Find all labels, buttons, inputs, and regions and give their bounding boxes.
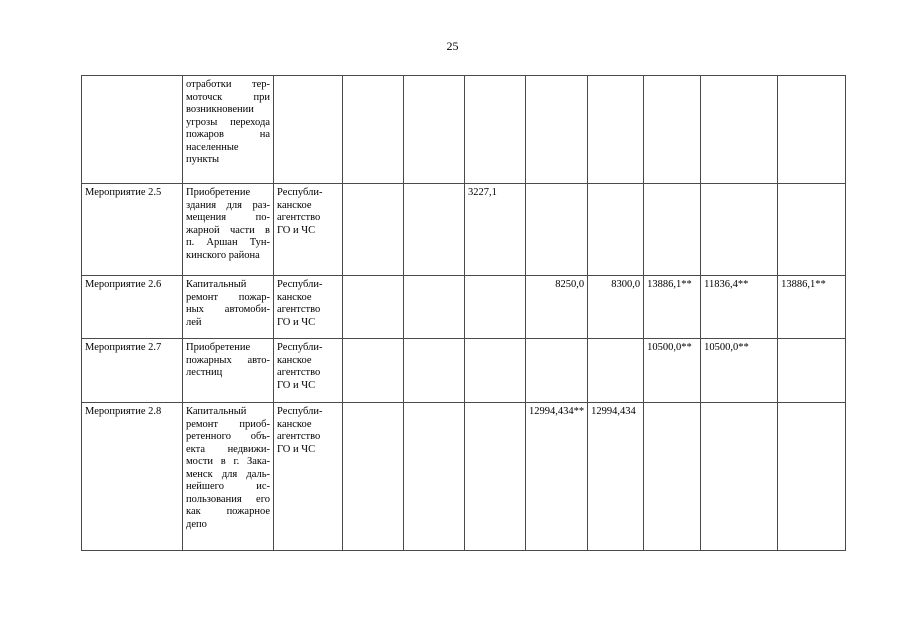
- executor-line: агентство: [277, 304, 321, 315]
- value-cell: [343, 339, 404, 403]
- executor-line: канское: [277, 291, 312, 303]
- description-line: Капитальный: [186, 279, 247, 290]
- value-cell: [778, 76, 846, 184]
- description-line: лестниц: [186, 367, 223, 378]
- description-line: екта недвижи-: [186, 443, 270, 455]
- value-cell: [588, 76, 644, 184]
- value-cell: [778, 403, 846, 551]
- description-line: отработки тер-: [186, 79, 270, 90]
- description-line: ретенного объ-: [186, 431, 270, 442]
- description-line: моточск при: [186, 91, 270, 103]
- executor-line: агентство: [277, 431, 321, 442]
- value-cell: 12994,434**: [526, 403, 588, 551]
- funding-table: [81, 75, 846, 551]
- executor-line: ГО и ЧС: [277, 443, 316, 455]
- value-cell: [526, 339, 588, 403]
- description-line: п. Аршан Тун-: [186, 237, 270, 248]
- executor-line: Республи-: [277, 187, 323, 198]
- description-line: пожарных авто-: [186, 354, 270, 366]
- executor-line: ГО и ЧС: [277, 379, 316, 391]
- description-line: ремонт приоб-: [186, 418, 270, 430]
- value-cell: [778, 339, 846, 403]
- value-cell: [778, 184, 846, 276]
- description-line: мости в г. Зака-: [186, 456, 270, 467]
- value-cell: [588, 184, 644, 276]
- value-cell: [644, 76, 701, 184]
- description-line: менск для даль-: [186, 468, 270, 480]
- value-cell: [343, 276, 404, 339]
- table-row: [82, 403, 846, 551]
- description-line: как пожарное: [186, 506, 270, 517]
- measure-cell: Мероприятие 2.7: [82, 339, 183, 403]
- description-line: угрозы перехода: [186, 116, 270, 128]
- value-cell: [404, 76, 465, 184]
- description-line: кинского района: [186, 249, 260, 261]
- description-line: возникновении: [186, 104, 254, 115]
- measure-cell: Мероприятие 2.6: [82, 276, 183, 339]
- value-cell: 11836,4**: [701, 276, 778, 339]
- description-line: ных автомоби-: [186, 304, 270, 315]
- value-cell: [644, 184, 701, 276]
- value-cell: [465, 339, 526, 403]
- description-line: жарной части в: [186, 224, 270, 236]
- description-cell: [183, 339, 274, 403]
- value-cell: 12994,434: [588, 403, 644, 551]
- description-line: ремонт пожар-: [186, 291, 270, 303]
- value-cell: [701, 184, 778, 276]
- table-row: [82, 76, 846, 184]
- executor-cell: [274, 276, 343, 339]
- value-cell: 13886,1**: [644, 276, 701, 339]
- value-cell: [343, 76, 404, 184]
- description-cell: [183, 403, 274, 551]
- executor-cell: [274, 76, 343, 184]
- executor-line: агентство: [277, 212, 321, 223]
- description-line: пункты: [186, 154, 220, 165]
- value-cell: [465, 403, 526, 551]
- description-line: пользования его: [186, 493, 270, 505]
- value-cell: [404, 184, 465, 276]
- description-line: депо: [186, 518, 207, 530]
- value-cell: 10500,0**: [644, 339, 701, 403]
- page-number: 25: [446, 39, 459, 53]
- description-cell: [183, 276, 274, 339]
- table-row: [82, 184, 846, 276]
- description-line: пожаров на: [186, 129, 270, 140]
- description-line: лей: [186, 316, 202, 328]
- description-line: Приобретение: [186, 342, 251, 353]
- value-cell: 8300,0: [588, 276, 644, 339]
- description-cell: [183, 76, 274, 184]
- executor-line: Республи-: [277, 279, 323, 290]
- executor-cell: [274, 403, 343, 551]
- executor-line: ГО и ЧС: [277, 316, 316, 328]
- table-row: [82, 339, 846, 403]
- description-line: населенные: [186, 141, 239, 153]
- value-cell: [526, 76, 588, 184]
- description-line: здания для раз-: [186, 199, 270, 211]
- value-cell: [465, 76, 526, 184]
- executor-cell: [274, 184, 343, 276]
- value-cell: [404, 403, 465, 551]
- measure-cell: Мероприятие 2.5: [82, 184, 183, 276]
- measure-cell: Мероприятие 2.8: [82, 403, 183, 551]
- executor-line: канское: [277, 199, 312, 211]
- value-cell: [343, 403, 404, 551]
- value-cell: [404, 276, 465, 339]
- value-cell: 10500,0**: [701, 339, 778, 403]
- value-cell: [588, 339, 644, 403]
- table-row: [82, 276, 846, 339]
- executor-line: Республи-: [277, 406, 323, 417]
- executor-line: ГО и ЧС: [277, 224, 316, 236]
- value-cell: [465, 276, 526, 339]
- value-cell: 13886,1**: [778, 276, 846, 339]
- description-line: Приобретение: [186, 187, 251, 198]
- table-body: [82, 76, 846, 551]
- value-cell: [404, 339, 465, 403]
- executor-cell: [274, 339, 343, 403]
- description-line: мещения по-: [186, 212, 270, 223]
- executor-line: агентство: [277, 367, 321, 378]
- executor-line: Республи-: [277, 342, 323, 353]
- description-cell: [183, 184, 274, 276]
- value-cell: [644, 403, 701, 551]
- measure-cell: [82, 76, 183, 184]
- value-cell: 8250,0: [526, 276, 588, 339]
- value-cell: [343, 184, 404, 276]
- value-cell: [701, 76, 778, 184]
- value-cell: [526, 184, 588, 276]
- executor-line: канское: [277, 418, 312, 430]
- description-line: Капитальный: [186, 406, 247, 417]
- value-cell: 3227,1: [465, 184, 526, 276]
- value-cell: [701, 403, 778, 551]
- executor-line: канское: [277, 354, 312, 366]
- description-line: нейшего ис-: [186, 481, 270, 492]
